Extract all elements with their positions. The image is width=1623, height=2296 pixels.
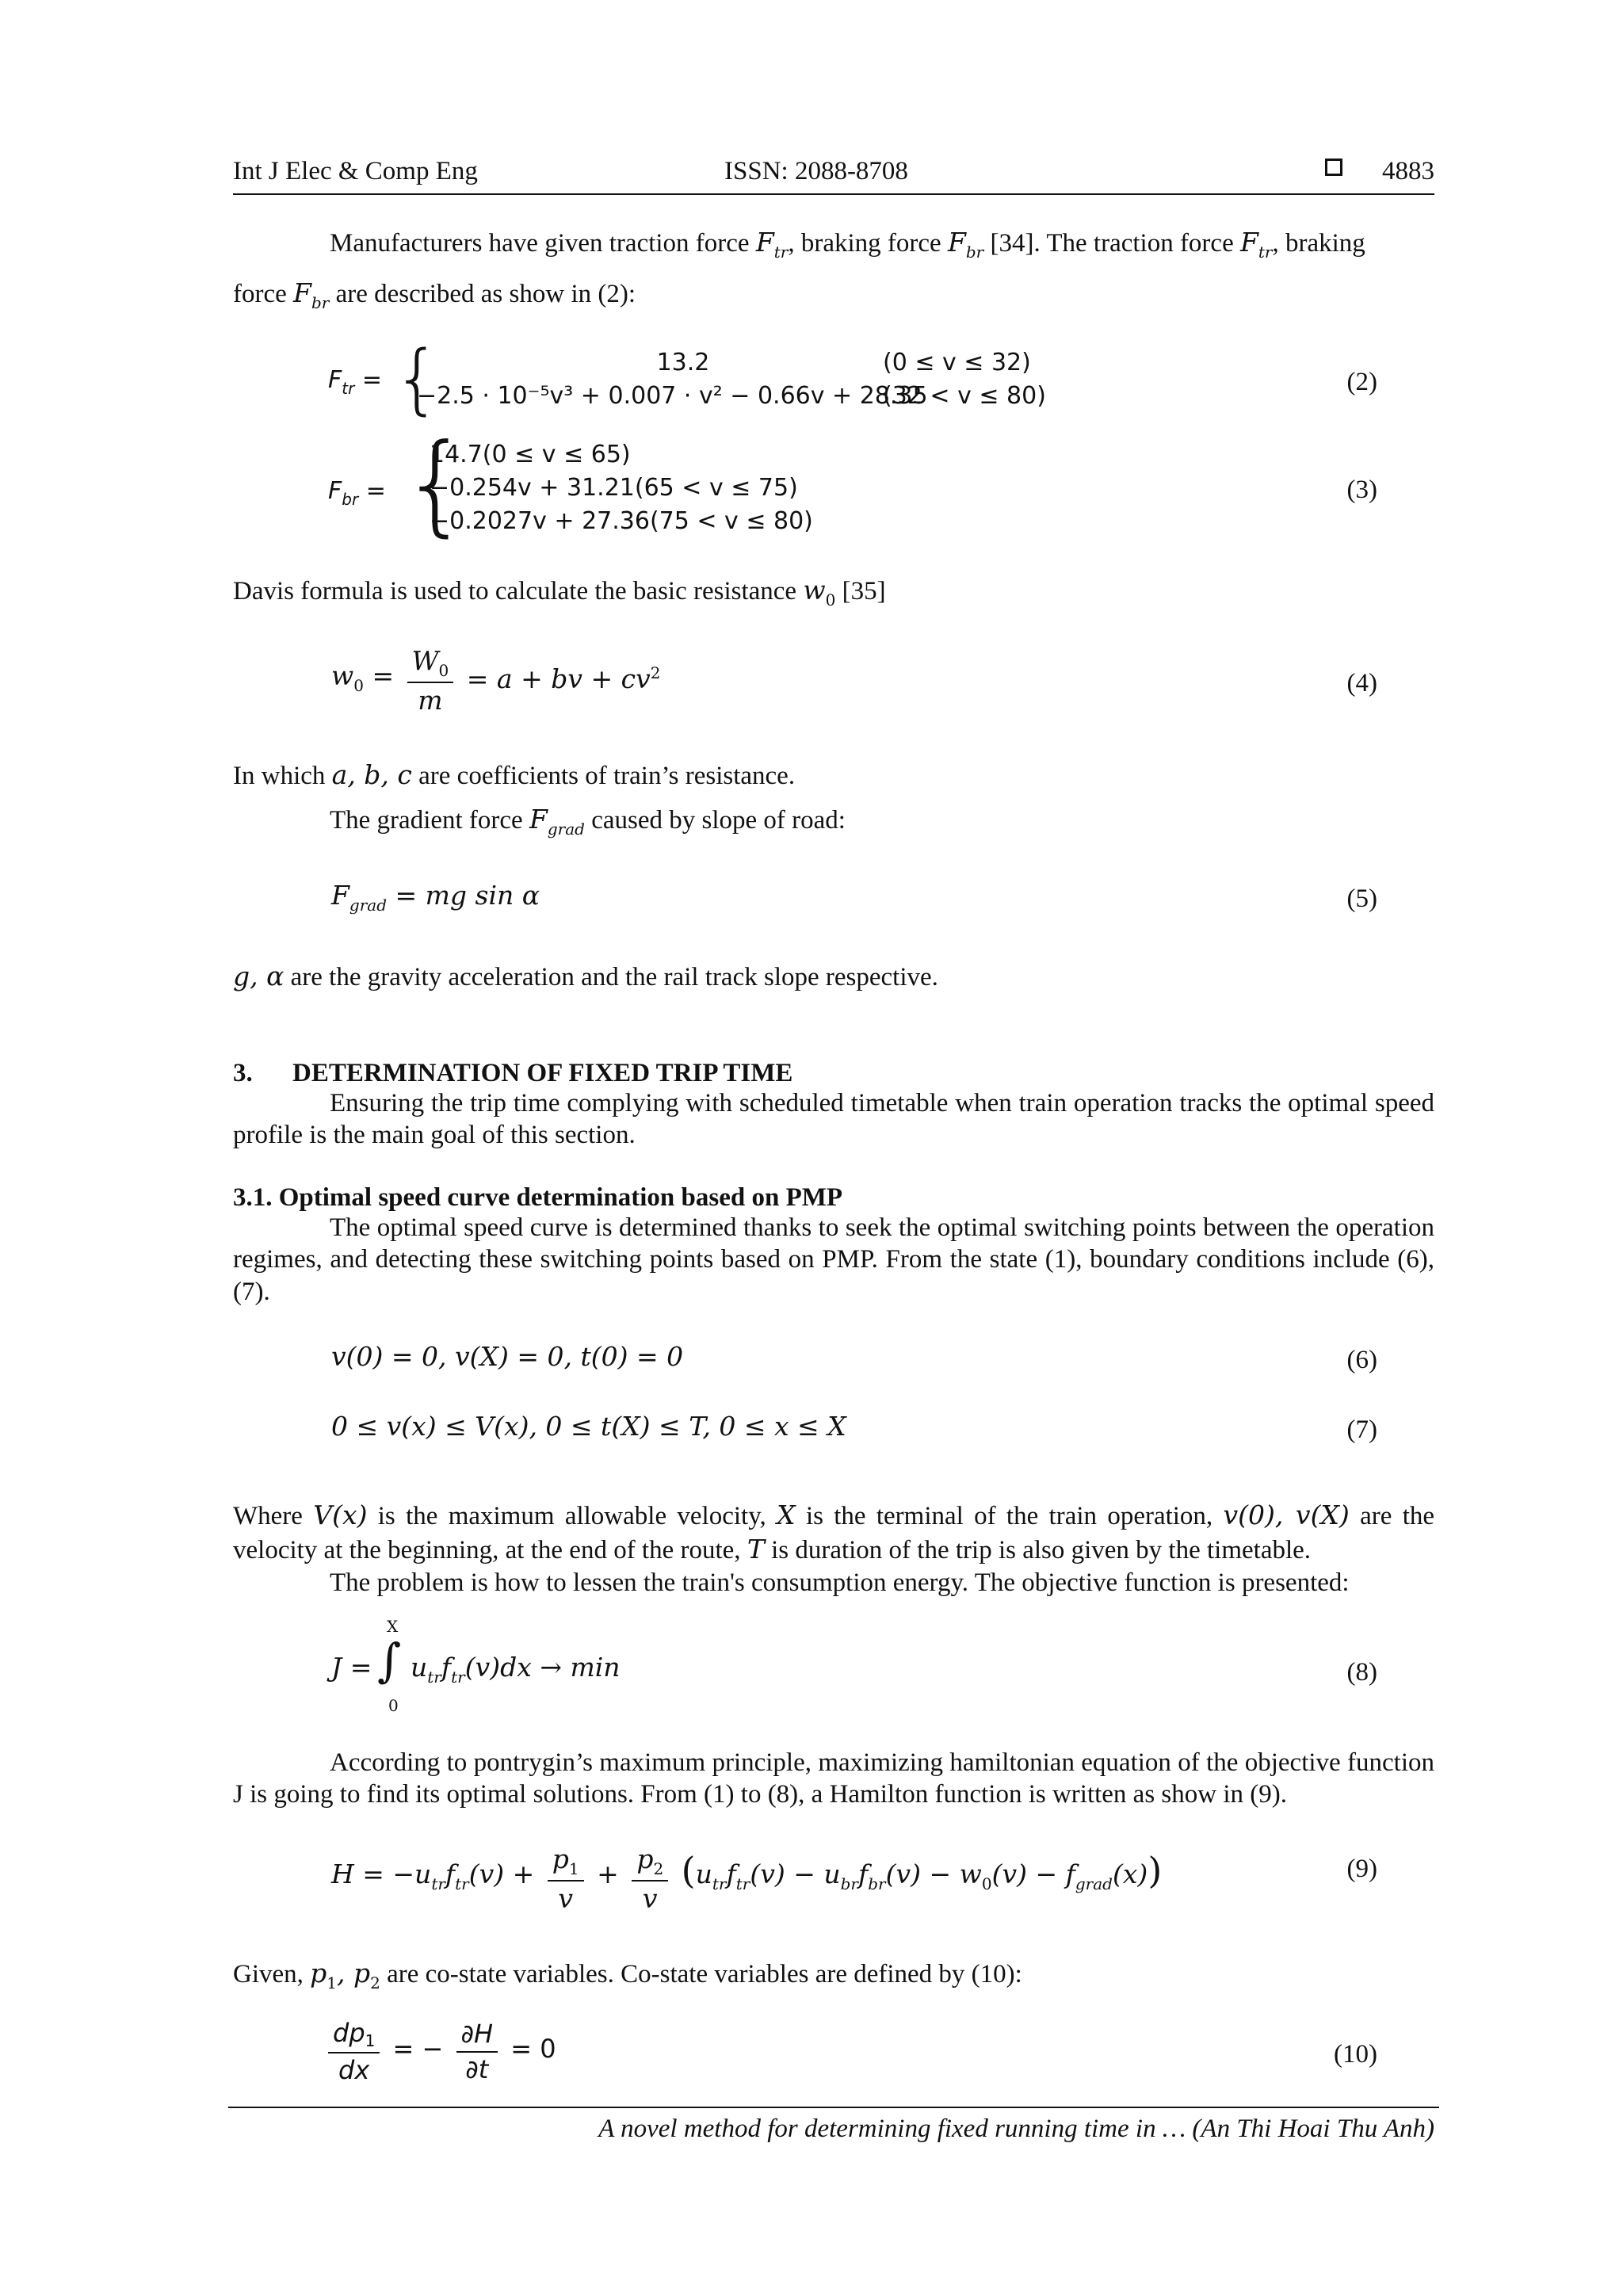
- denominator: m: [418, 685, 443, 716]
- fraction: $\frac{p_1}{v}$: [548, 1843, 584, 1916]
- text: are coefficients of train’s resistance.: [418, 762, 796, 790]
- symbol: F: [331, 880, 349, 911]
- page-number: 4883: [1382, 157, 1434, 185]
- text: are the: [1360, 1502, 1435, 1530]
- eq2-row2-cond: (32 < v ≤ 80): [883, 382, 1046, 410]
- equation-10: $\frac{dp1}{dx}$ = − $\frac{\partial H}{\partial t}$ = 0: [328, 2018, 556, 2086]
- text: [34]. The traction force: [990, 229, 1234, 258]
- section-3-paragraph: Ensuring the trip time complying with scheduled timetable when train operation tracks the optimal speed profile is the main goal of this section.: [233, 1089, 1434, 1150]
- equation-number: (7): [1346, 1415, 1377, 1444]
- math-ftr: $F_{tr}$: [755, 227, 789, 262]
- math-X: X: [777, 1499, 796, 1530]
- text: are co-state variables. Co-state variables are defined by (10):: [387, 1960, 1022, 1988]
- section-number: 3.: [233, 1059, 253, 1087]
- paragraph-where: [233, 1499, 1434, 1599]
- equation-4: [331, 645, 660, 717]
- text: is the terminal of the train operation,: [805, 1502, 1213, 1530]
- rhs: = a + bv + cv: [466, 663, 651, 695]
- math-v0-vX: v(0), v(X): [1223, 1499, 1350, 1530]
- math-Vx: V(x): [313, 1499, 368, 1530]
- footer-rule: [228, 2107, 1439, 2108]
- math-w0: $w_0$: [803, 575, 836, 609]
- paragraph-pontryagin: According to pontrygin’s maximum principle, maximizing hamiltonian equation of the objective function J is going to find its optimal solutions. From (1) to (8), a Hamilton function is written as show in (9).: [233, 1748, 1434, 1809]
- section-3-heading: [233, 1057, 1434, 1089]
- subsection-3-1-paragraph: The optimal speed curve is determined thanks to seek the optimal switching points between the operation regimes, and detecting these switching points based on PMP. From the state (1), boundary conditions include (6), (7).: [233, 1213, 1434, 1306]
- math-ftr: $F_{tr}$: [1239, 227, 1273, 262]
- journal-name: Int J Elec & Comp Eng: [233, 157, 478, 185]
- text: Davis formula is used to calculate the basic resistance: [233, 577, 797, 606]
- issn: ISSN: 2088-8708: [724, 157, 908, 185]
- rhs: = mg sin α: [395, 880, 540, 911]
- equation-number: (9): [1346, 1855, 1377, 1883]
- text: Where: [233, 1502, 303, 1530]
- paragraph-davis: [233, 575, 1434, 609]
- math-T: T: [747, 1534, 765, 1565]
- equation-number: (10): [1334, 2040, 1377, 2069]
- paragraph-given: [233, 1958, 1434, 1992]
- text: The problem is how to lessen the train's consumption energy. The objective function is presented:: [330, 1568, 1350, 1597]
- text: Manufacturers have given traction force: [330, 229, 750, 258]
- subscript: grad: [349, 896, 387, 915]
- text: is the maximum allowable velocity,: [377, 1502, 766, 1530]
- math-p1-p2: $p_1$, $p_2$: [310, 1958, 380, 1992]
- rhs: (v)dx → min: [464, 1652, 621, 1683]
- math-fbr: $F_{br}$: [293, 277, 330, 313]
- symbol: W: [411, 645, 439, 676]
- equation-number: (2): [1346, 368, 1377, 396]
- running-footer: A novel method for determining fixed running time in … (An Thi Hoai Thu Anh): [598, 2115, 1434, 2143]
- square-icon: [1325, 159, 1342, 176]
- eq8-integrand: $u_{tr}f_{tr}(v)dx \to \min$: [411, 1652, 621, 1687]
- equation-6: v(0) = 0, v(X) = 0, t(0) = 0: [331, 1341, 684, 1372]
- text: are the gravity acceleration and the rail track slope respective.: [290, 963, 938, 991]
- paragraph-gravity: [233, 961, 1434, 993]
- text: In which: [233, 762, 326, 790]
- equation-number: (4): [1346, 669, 1377, 697]
- paragraph-inwhich: [233, 759, 1434, 792]
- equation-number: (5): [1346, 884, 1377, 913]
- fraction: $\frac{dp1}{dx}$: [328, 2018, 380, 2086]
- paragraph-traction: [233, 227, 1434, 313]
- text: is duration of the trip is also given by the timetable.: [771, 1536, 1312, 1565]
- running-header: [233, 155, 1434, 195]
- text: Given,: [233, 1960, 304, 1988]
- eq3-row3: −0.2027v + 27.36(75 < v ≤ 80): [430, 507, 813, 535]
- symbol: w: [331, 660, 354, 692]
- left-brace-icon: {: [393, 334, 442, 423]
- math-g-alpha: g, α: [233, 961, 285, 991]
- eq8-lhs: J =: [331, 1652, 372, 1683]
- fraction: $\frac{p_2}{v}$: [632, 1843, 668, 1916]
- equation-9: $H = -u_{tr}f_{tr}(v)$ + $\frac{p_1}{v}$ + $\frac{p_2}{v}$ $(u_{tr}f_{tr}(v) - u_{br}f_{br}(v) - w_0(v) - f_{grad}(x))$: [331, 1843, 1163, 1915]
- text: velocity at the beginning, at the end of the route,: [233, 1536, 741, 1565]
- eq3-row1: 14.7(0 ≤ v ≤ 65): [430, 441, 631, 468]
- subscript: br: [342, 490, 359, 509]
- equation-7: 0 ≤ v(x) ≤ V(x), 0 ≤ t(X) ≤ T, 0 ≤ x ≤ X: [331, 1411, 846, 1442]
- text: [35]: [842, 577, 886, 606]
- math-abc: a, b, c: [331, 759, 412, 790]
- integral-upper: X: [387, 1617, 399, 1636]
- subsection-3-1-heading: 3.1. Optimal speed curve determination based on PMP: [233, 1183, 843, 1212]
- eq3-row2: −0.254v + 31.21(65 < v ≤ 75): [430, 474, 798, 502]
- integral-sign-icon: ∫: [377, 1633, 402, 1687]
- integral-lower: 0: [388, 1696, 399, 1715]
- text: are described as show in (2):: [335, 280, 636, 309]
- symbol: f: [441, 1652, 452, 1683]
- text: force: [233, 280, 287, 309]
- left-brace-icon: {: [401, 420, 471, 548]
- text: The gradient force: [330, 806, 523, 835]
- eq4-lhs: $w_0$ =: [331, 660, 395, 696]
- paragraph-gradient: [233, 804, 1434, 839]
- numerator: $W_0$: [407, 645, 454, 683]
- text: , braking force: [788, 229, 941, 258]
- eq2-lhs: $F_{tr}$ =: [328, 366, 383, 398]
- fraction: $\frac{\partial H}{\partial t}$: [456, 2019, 498, 2085]
- math-fgrad: $F_{grad}$: [529, 804, 585, 839]
- eq4-fraction: [407, 645, 454, 717]
- symbol: F: [328, 477, 342, 505]
- text: , braking: [1272, 229, 1365, 258]
- symbol: F: [328, 366, 342, 394]
- equation-number: (6): [1346, 1346, 1377, 1374]
- subscript: tr: [342, 379, 355, 398]
- equation-8: [331, 1617, 807, 1715]
- text: caused by slope of road:: [591, 806, 846, 835]
- equation-5: [331, 880, 540, 915]
- eq3-lhs: $F_{br}$ =: [328, 477, 386, 509]
- equation-number: (8): [1346, 1658, 1377, 1687]
- eq2-row1-cond: (0 ≤ v ≤ 32): [883, 349, 1031, 376]
- equation-number: (3): [1346, 476, 1377, 504]
- eq4-rhs: = a + bv + $cv^2$: [466, 663, 661, 695]
- math-fbr: $F_{br}$: [947, 227, 984, 262]
- section-title: DETERMINATION OF FIXED TRIP TIME: [292, 1059, 793, 1087]
- eq2-row2-expr: −2.5 · 10⁻⁵v³ + 0.007 · v² − 0.66v + 28.35: [417, 382, 928, 410]
- eq2-row1-expr: 13.2: [656, 349, 710, 376]
